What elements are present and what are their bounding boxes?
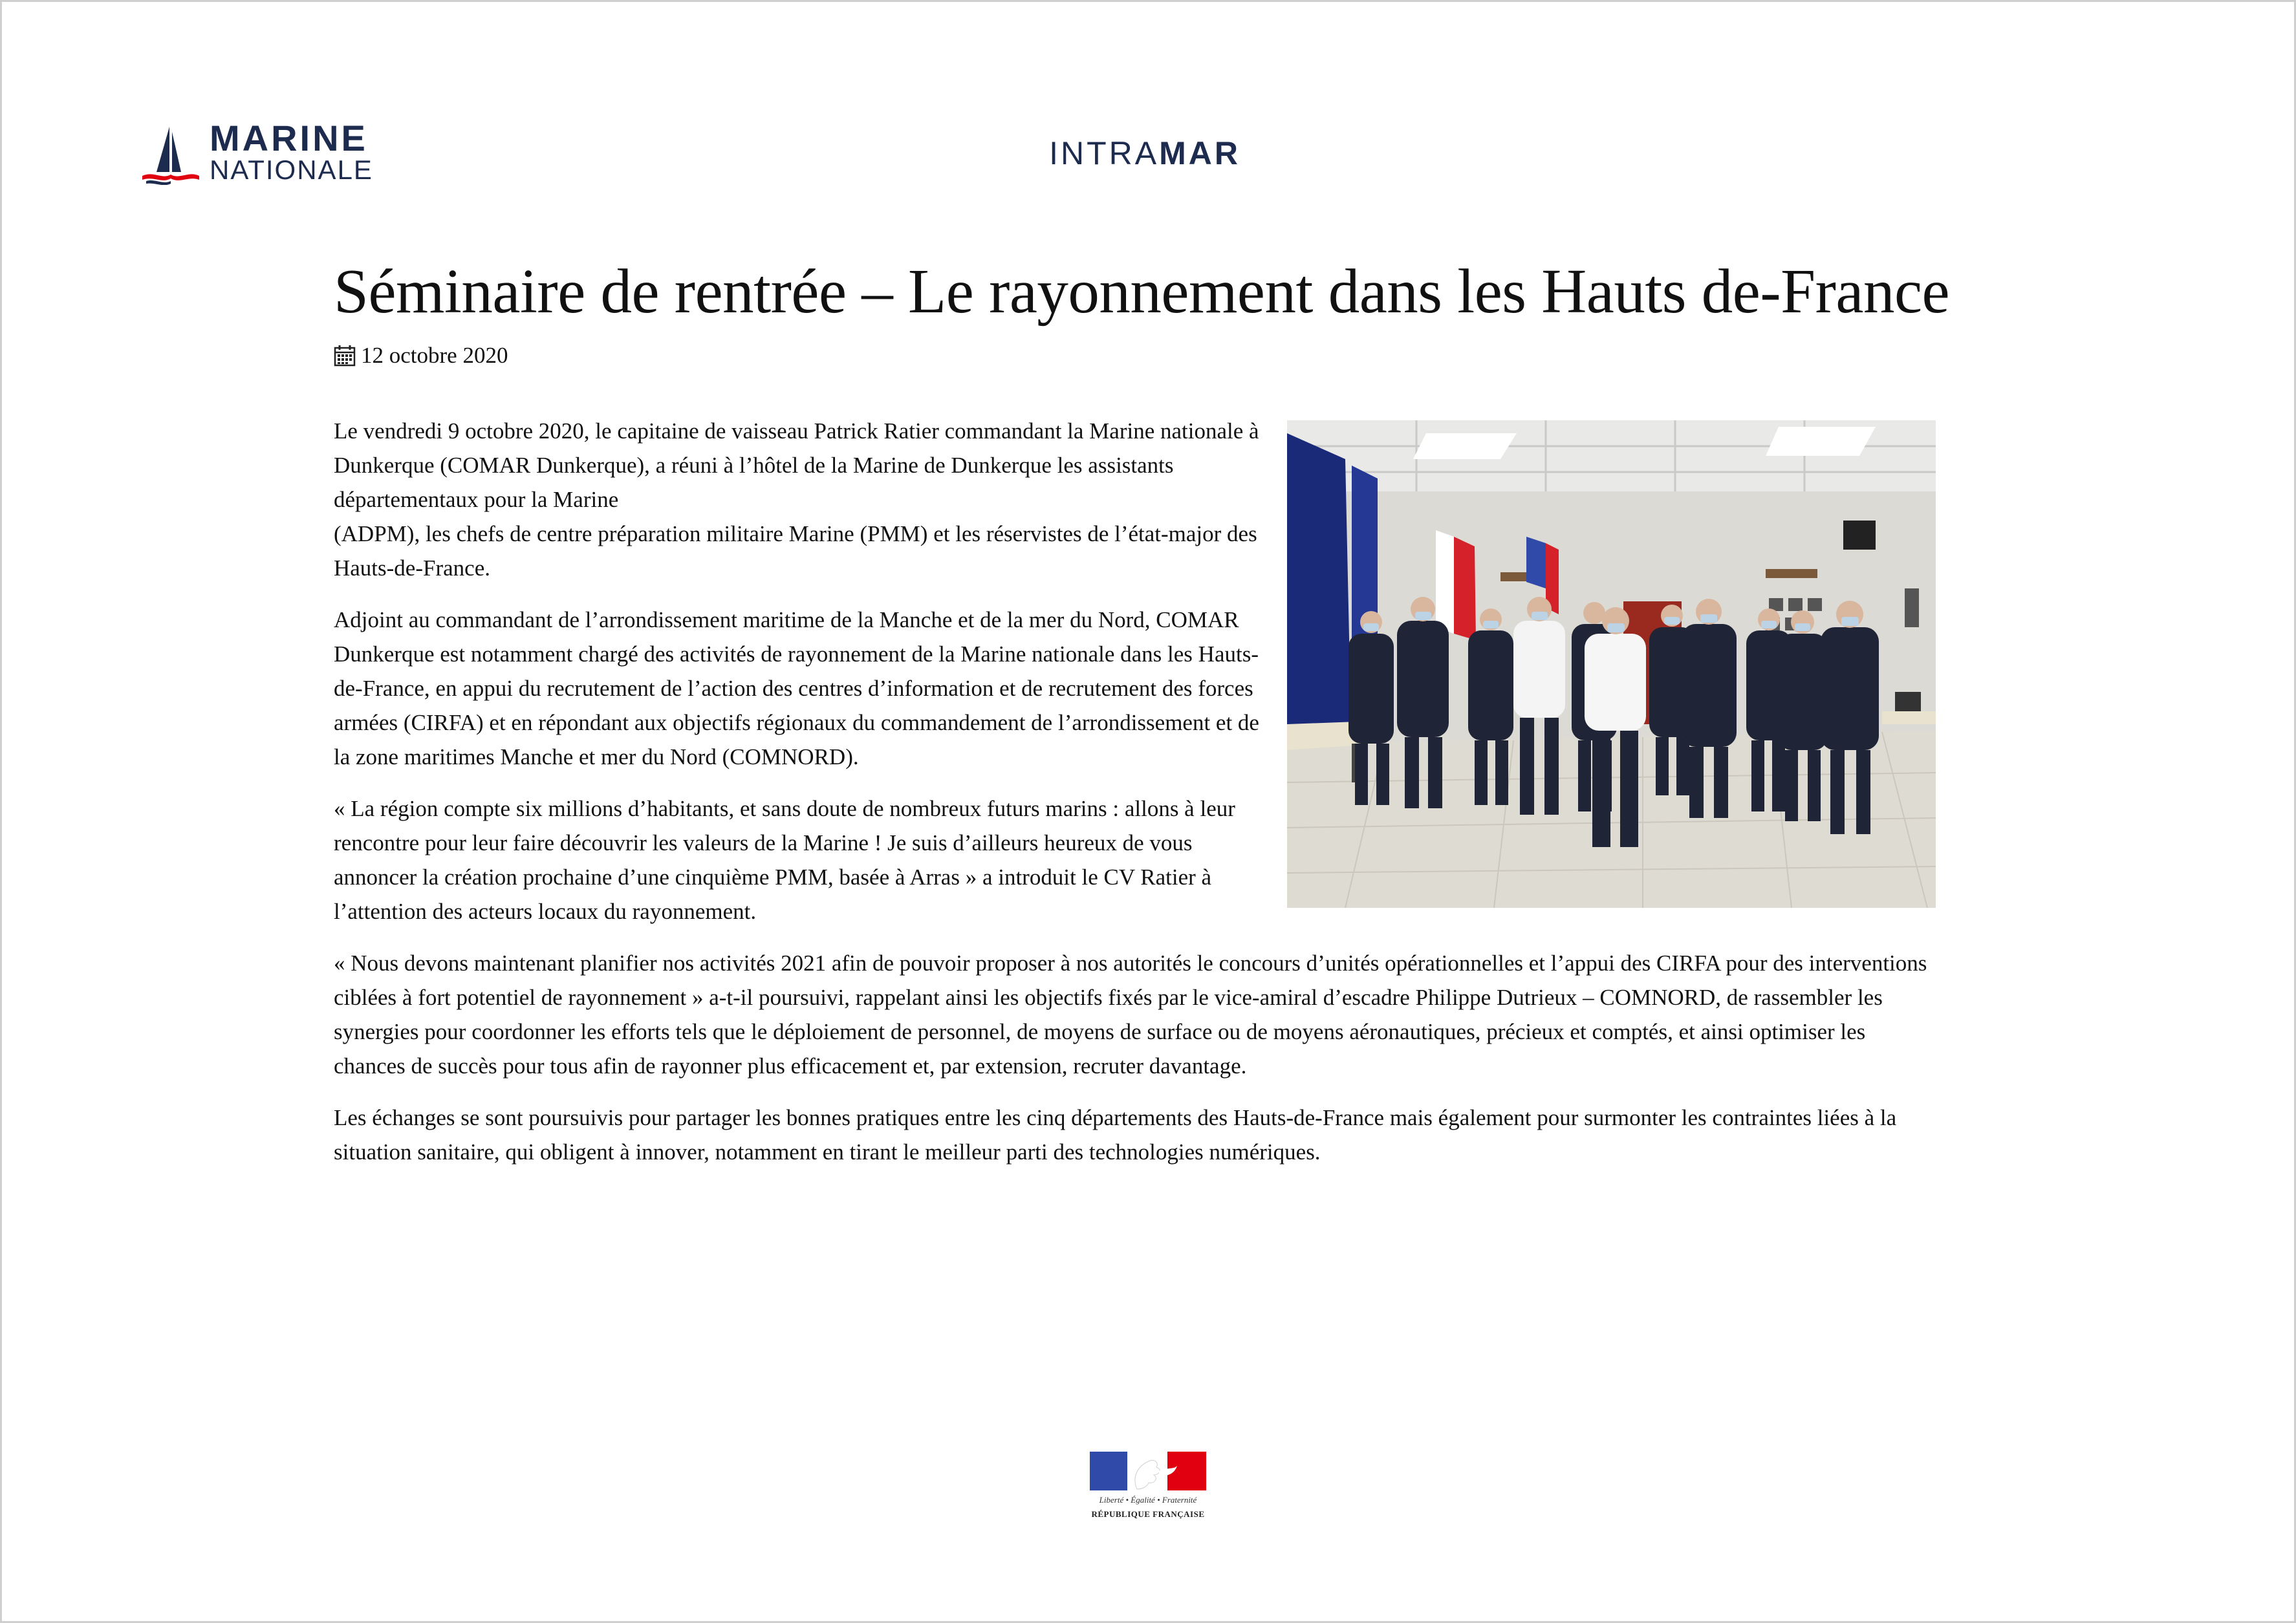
article-date	[334, 343, 508, 369]
ship-sail-icon	[141, 125, 200, 185]
republic-name: RÉPUBLIQUE FRANÇAISE	[1091, 1509, 1205, 1519]
brand-prefix: INTRA	[1049, 135, 1160, 171]
article-paragraph: « La région compte six millions d’habitants, et sans doute de nombreux futurs marins : allons à leur rencontre pour leur faire découvrir les valeurs de la Marine ! Je suis d’ailleurs heureux de vous annoncer la création prochaine d’une cinquième PMM, basée à Arras » a introduit le CV Ratier à l’attention des acteurs locaux du rayonnement.	[334, 796, 1235, 924]
brand-bold: MAR	[1159, 135, 1240, 171]
article-paragraph: « Nous devons maintenant planifier nos activités 2021 afin de pouvoir proposer à nos autorités le concours d’unités opérationnelles et l’appui des CIRFA pour des interventions ciblées à fort potentiel de rayonnement » a-t-il poursuivi, rappelant ainsi les objectifs fixés par le vice-amiral d’escadre Philippe Dutrieux – COMNORD, de rassembler les synergies pour coordonner les efforts tels que le déploiement de personnel, de moyens de surface ou de moyens aéronautiques, précieux et comptés, et ainsi optimiser les chances de succès pour tous afin de rayonner plus efficacement et, par extension, recruter davantage.	[334, 951, 1927, 1079]
article-title: Séminaire de rentrée – Le rayonnement dans les Hauts de-France	[334, 257, 1950, 326]
marine-nationale-logo	[141, 118, 373, 185]
calendar-icon	[334, 345, 356, 367]
paragraph-1b: (ADPM), les chefs de centre préparation militaire Marine (PMM) et les réservistes de l’état-major des Hauts-de-France.	[334, 521, 1257, 581]
logo-line-marine: MARINE	[210, 118, 368, 158]
text-column-beside-photo	[334, 414, 1265, 929]
article-paragraph: Les échanges se sont poursuivis pour partager les bonnes pratiques entre les cinq départements des Hauts-de-France mais également pour surmonter les contraintes liées à la situation sanitaire, qui obligent à innover, notamment en tirant le meilleur parti des technologies numériques.	[334, 1105, 1897, 1165]
paragraph-1a: Le vendredi 9 octobre 2020, le capitaine de vaisseau Patrick Ratier commandant la Marine nationale à Dunkerque (COMAR Dunkerque), a réuni à l’hôtel de la Marine de Dunkerque les assistants départementaux pour la Marine	[334, 418, 1259, 512]
article-paragraph: Adjoint au commandant de l’arrondissement maritime de la Manche et de la mer du Nord, COMAR Dunkerque est notamment chargé des activités de rayonnement de la Marine nationale dans les Hauts-de-France, en appui du recrutement de l’action des centres d’information et de recrutement des forces armées (CIRFA) et en répondant aux objectifs régionaux du commandement de l’arrondissement et de la zone maritimes Manche et mer du Nord (COMNORD).	[334, 607, 1259, 769]
article-body	[334, 414, 1935, 1187]
republic-motto: Liberté • Égalité • Fraternité	[1099, 1495, 1197, 1505]
article-date-text: 12 octobre 2020	[361, 343, 508, 368]
intramar-brand	[1009, 134, 1281, 172]
article-paragraph	[334, 414, 1265, 585]
logo-line-nationale: NATIONALE	[210, 155, 373, 185]
